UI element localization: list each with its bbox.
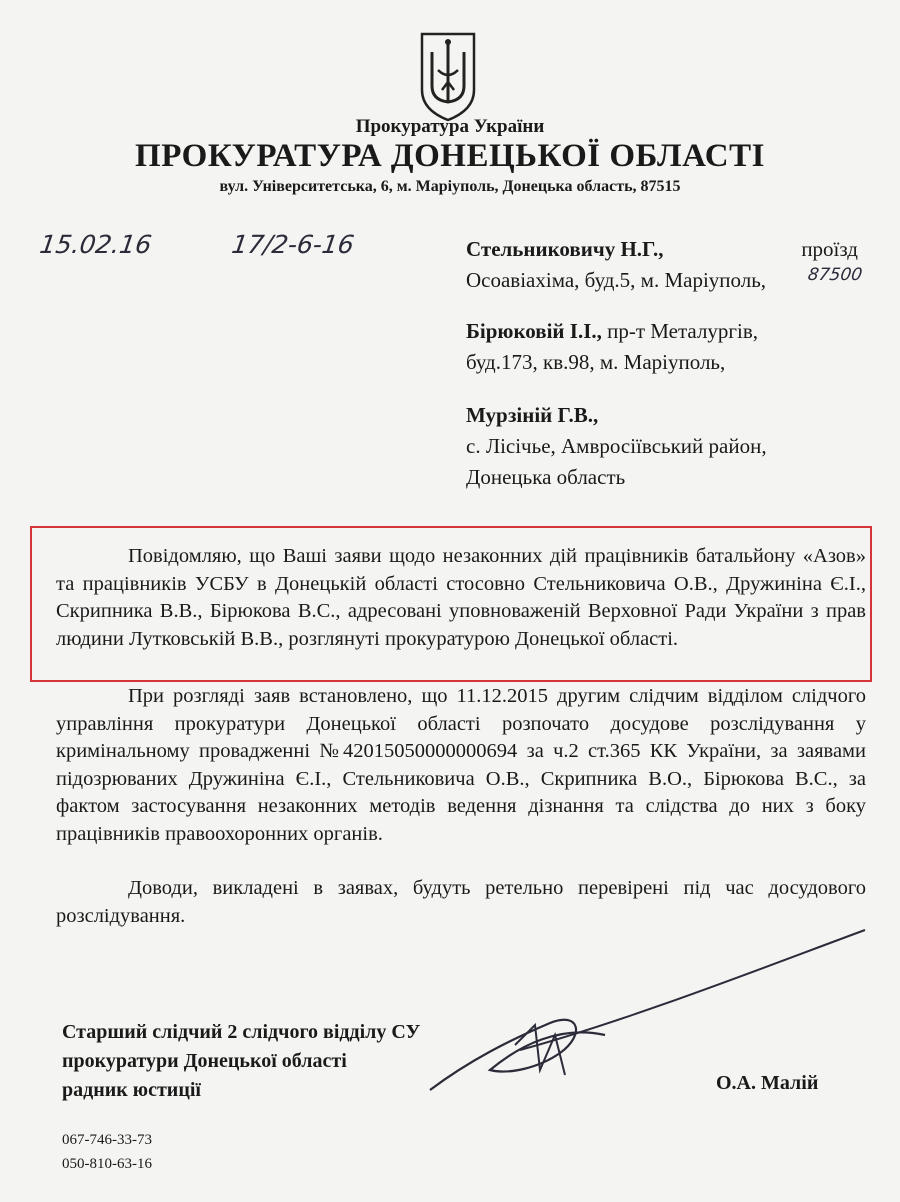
recipient-address-start: проїзд — [801, 237, 858, 261]
signer-rank: радник юстиції — [62, 1079, 201, 1101]
signer-organization: прокуратури Донецької області — [62, 1050, 347, 1072]
recipient-name: Стельниковичу Н.Г., — [466, 237, 664, 261]
recipient-address-region: Донецька область — [466, 465, 626, 489]
recipient-name: Бірюковій І.І., — [466, 319, 602, 343]
recipient-address: Осоавіахіма, буд.5, м. Маріуполь, — [466, 268, 767, 292]
recipient-1 — [466, 234, 858, 296]
trident-emblem-icon — [418, 30, 478, 122]
org-title: ПРОКУРАТУРА ДОНЕЦЬКОЇ ОБЛАСТІ — [135, 138, 765, 174]
recipient-name: Мурзіній Г.В., — [466, 403, 599, 427]
handwritten-date: 15.02.16 — [37, 230, 154, 259]
recipient-2 — [466, 316, 858, 378]
body-paragraph-2: При розгляді заяв встановлено, що 11.12.2015 другим слідчим відділом слідчого управління прокуратури Донецької області розпочато досудове розслідування у кримінальному провадженні №42015050000000694 за ч.2 ст.365 КК України, за заявами підозрюваних Дружиніна Є.І., Стельниковича О.В., Скрипника В.О., Бірюкова В.С., за фактом застосування незаконних методів ведення дізнання та слідства до них з боку працівників правоохоронних органів. — [56, 685, 866, 845]
recipient-3 — [466, 400, 858, 493]
recipient-address-start: пр-т Металургів, — [607, 319, 759, 343]
signature-block — [62, 1018, 420, 1105]
recipient-address: с. Лісічье, Амвросіївський район, — [466, 434, 767, 458]
handwritten-zip: 87500 — [806, 265, 864, 285]
org-parent-name: Прокуратура України — [355, 116, 545, 137]
body-paragraph-3: Доводи, викладені в заявах, будуть ретельно перевірені під час досудового розслідування. — [56, 877, 866, 927]
recipient-address: буд.173, кв.98, м. Маріуполь, — [466, 350, 726, 374]
phone-number: 050-810-63-16 — [62, 1156, 152, 1172]
signer-name: О.А. Малій — [716, 1072, 819, 1094]
phone-list — [62, 1128, 152, 1176]
phone-number: 067-746-33-73 — [62, 1132, 152, 1148]
handwritten-reg-number: 17/2-6-16 — [229, 230, 356, 259]
signer-position: Старший слідчий 2 слідчого відділу СУ — [62, 1021, 421, 1043]
body-paragraph-1: Повідомляю, що Ваші заяви щодо незаконних дій працівників батальйону «Азов» та працівників УСБУ в Донецькій області стосовно Стельниковича О.В., Дружиніна Є.І., Скрипника В.В., Бірюкова В.С., адресовані уповноваженій Верховної Ради України з прав людини Лутковській В.В., розглянуті прокуратурою Донецької області. — [56, 545, 866, 650]
org-address: вул. Університетська, 6, м. Маріуполь, Донецька область, 87515 — [219, 178, 681, 195]
